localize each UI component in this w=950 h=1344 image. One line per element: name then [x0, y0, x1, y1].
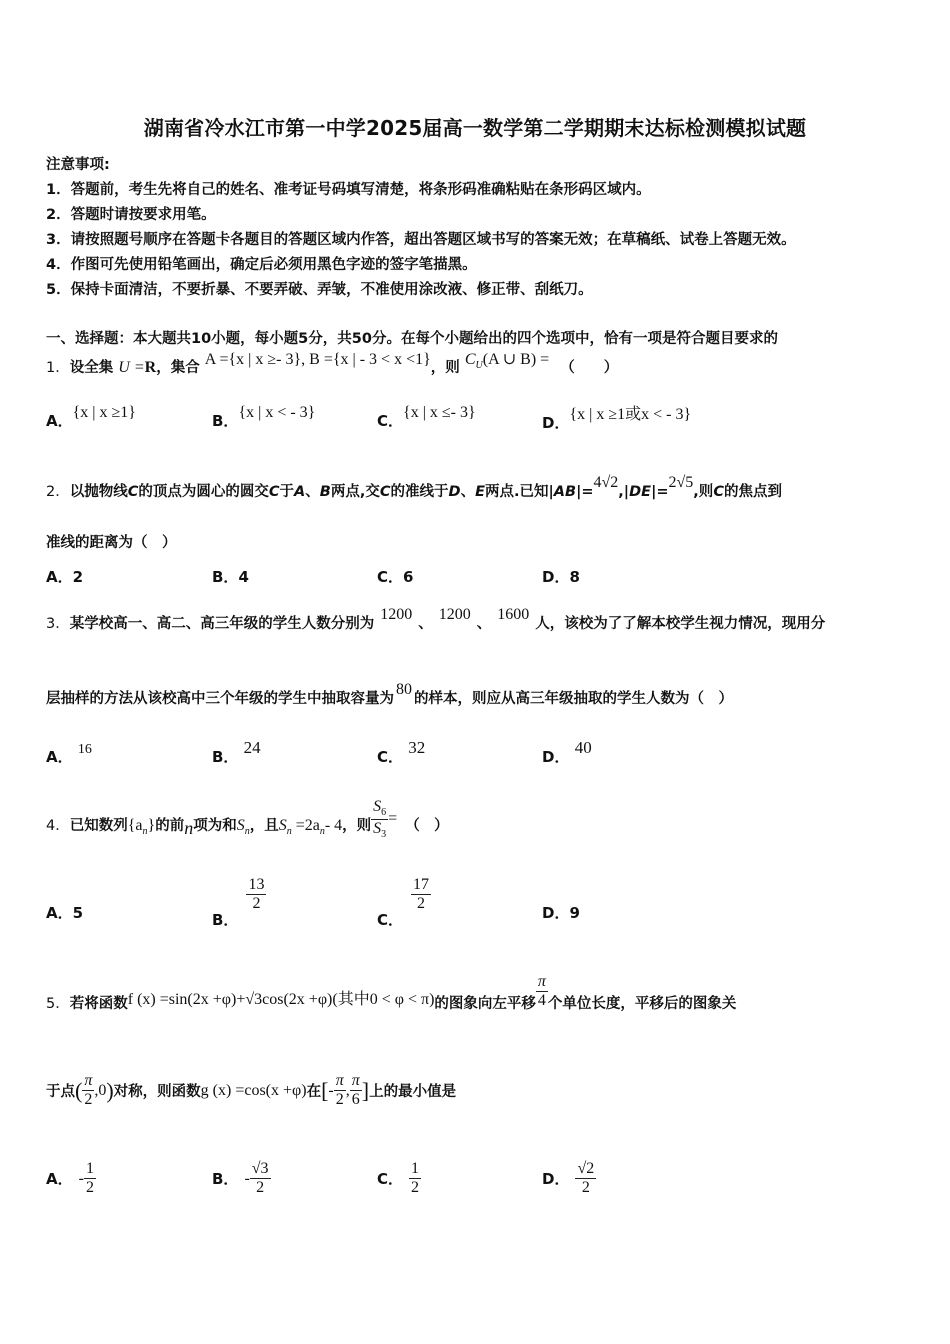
question-5-line2: [46, 1072, 456, 1110]
math: n: [244, 826, 250, 838]
math: C: [713, 484, 724, 500]
q-text: 两点,交: [330, 484, 380, 500]
math: C: [379, 484, 391, 500]
q-text: 的前: [155, 818, 185, 835]
math: f (x) =sin(2x +φ)+√3cos(2x +φ)(其中0 < φ < π): [127, 990, 435, 1008]
option-label: C．: [377, 911, 404, 930]
option-value: 8: [569, 568, 580, 586]
option-value: 4: [238, 568, 249, 586]
q-text: |=: [576, 484, 594, 500]
math: AB: [553, 484, 577, 500]
q-text: 项为和: [193, 818, 237, 835]
option-c: [377, 876, 431, 930]
math: C: [268, 484, 280, 500]
question-number: 3．: [46, 616, 70, 632]
option-label: C．: [377, 748, 404, 766]
q-text: 的图象向左平移: [434, 995, 536, 1012]
option-sign: -: [78, 1169, 84, 1187]
q-text: 对称，则函数: [113, 1084, 201, 1101]
math: n: [286, 826, 292, 838]
math: C: [127, 484, 139, 500]
q-text: 于点: [46, 1084, 75, 1101]
bracket-open: [: [321, 1077, 329, 1103]
fraction-numerator: 17: [413, 876, 430, 893]
option-label: D．: [542, 1170, 570, 1189]
q-text: 、: [305, 484, 320, 500]
fraction: [84, 1160, 96, 1198]
fraction-numerator: π: [537, 973, 546, 990]
bracket-close: ]: [361, 1077, 370, 1103]
math: - 4: [324, 817, 343, 835]
math: U: [475, 359, 483, 371]
math: U =: [118, 359, 145, 376]
option-a: [46, 902, 83, 923]
notice-item: 1．答题前，考生先将自己的姓名、准考证号码填写清楚，将条形码准确粘贴在条形码区域内。: [46, 182, 651, 198]
fraction-numerator: π: [84, 1072, 93, 1089]
fraction-numerator: √2: [577, 1160, 595, 1177]
q-text: 于: [279, 484, 295, 500]
option-label: B．: [212, 748, 239, 766]
page-title: 湖南省冷水江市第一中学2025届高一数学第二学期期末达标检测模拟试题: [143, 116, 807, 140]
math: (A ∪ B) =: [482, 351, 550, 368]
option-c: [377, 1160, 421, 1198]
question-number: 1．: [46, 360, 70, 376]
fraction: [411, 876, 431, 914]
fraction-numerator: 1: [85, 1160, 94, 1177]
option-b: [212, 1160, 271, 1198]
math: 80: [396, 681, 412, 698]
q-text: 、: [418, 616, 433, 632]
option-label: A．: [46, 412, 73, 430]
fraction-denominator: 6: [350, 1090, 362, 1109]
q-text: 、: [460, 484, 476, 500]
option-b: [212, 566, 249, 587]
question-number: 2．: [46, 484, 70, 500]
option-label: C．: [377, 412, 404, 430]
q-text: 以抛物线: [69, 484, 128, 500]
fraction-numerator: 13: [248, 876, 265, 893]
question-2: [46, 474, 782, 501]
q-text: ，则: [342, 818, 372, 835]
option-label: A．: [46, 568, 73, 586]
math: C: [464, 351, 476, 368]
q-text: 的焦点到: [723, 484, 782, 500]
option-a: [46, 1160, 96, 1198]
fraction: [334, 1072, 346, 1110]
q-text: ，集合: [156, 360, 200, 376]
option-label: D．: [542, 414, 570, 432]
fraction-denominator: 2: [82, 1090, 94, 1109]
option-a: [46, 742, 92, 767]
fraction: [371, 798, 388, 840]
notice-item: 4．作图可先使用铅笔画出，确定后必须用黑色字迹的签字笔描黑。: [46, 257, 477, 273]
option-value: 5: [72, 904, 84, 922]
option-value: 9: [569, 904, 580, 922]
question-5: [46, 973, 737, 1023]
math: A ={x | x ≥- 3}, B ={x | - 3 < x <1}: [204, 351, 431, 368]
math: -: [328, 1081, 334, 1099]
question-1: [46, 351, 619, 379]
math: E: [475, 484, 485, 500]
option-b: [212, 404, 316, 431]
section-heading: 一、选择题：本大题共10小题，每小题5分，共50分。在每个小题给出的四个选项中，恰有一项是符合题目要求的: [46, 331, 778, 347]
fraction: [575, 1160, 596, 1198]
fraction-denominator: 2: [246, 894, 266, 913]
option-label: A．: [46, 904, 73, 922]
math: 1600: [497, 606, 530, 623]
option-value: 24: [243, 738, 261, 757]
question-number: 5．: [46, 995, 70, 1012]
fraction: [82, 1072, 94, 1110]
math: D: [448, 484, 461, 500]
q-text: 、: [476, 616, 492, 632]
option-label: B．: [212, 568, 239, 586]
option-label: B．: [212, 1170, 239, 1189]
fraction-numerator: √3: [251, 1160, 269, 1177]
q-text: 的样本，则应从高三年级抽取的学生人数为（ ）: [414, 691, 733, 707]
fraction-denominator: 2: [411, 894, 431, 913]
option-d: [542, 738, 592, 767]
option-b: [212, 876, 266, 930]
option-value: 32: [408, 738, 426, 757]
fraction-numerator: π: [351, 1072, 360, 1089]
q-text: ,|: [618, 484, 630, 500]
fraction-denominator: 2: [575, 1178, 596, 1197]
math: B: [319, 484, 331, 500]
math: S: [373, 798, 382, 815]
math: ,: [345, 1081, 350, 1099]
math: g (x) =cos(x +φ): [200, 1081, 307, 1099]
option-label: D．: [542, 904, 570, 922]
math: =2a: [295, 817, 320, 835]
question-number: 4．: [46, 818, 70, 835]
q-text: 在: [306, 1084, 322, 1101]
math: n: [184, 818, 194, 839]
paren-close: ): [106, 1077, 114, 1103]
math: ,0: [94, 1081, 107, 1099]
option-value: 40: [574, 738, 592, 757]
q-text: 若将函数: [69, 995, 128, 1012]
option-c: [377, 738, 426, 767]
option-b: [212, 738, 261, 767]
q-text: 的顶点为圆心的圆交: [138, 484, 269, 500]
option-a: [46, 404, 136, 431]
math: 4√2: [593, 474, 619, 491]
q-text: ,则: [693, 484, 714, 500]
option-c: [377, 566, 413, 587]
option-label: D．: [542, 748, 570, 766]
math: n: [142, 826, 148, 838]
option-label: A．: [46, 1170, 73, 1189]
option-d: [542, 566, 580, 587]
option-label: A．: [46, 748, 73, 766]
math: A: [294, 484, 306, 500]
q-text: 设全集: [69, 360, 114, 376]
option-d: [542, 1160, 596, 1198]
question-3-line2: [46, 681, 733, 708]
option-label: D．: [542, 568, 570, 586]
option-value: {x | x ≤- 3}: [403, 404, 476, 421]
option-value: {x | x < - 3}: [238, 404, 316, 421]
q-text: ，且: [249, 818, 279, 835]
q-text: ，则: [430, 360, 460, 376]
notice-item: 5．保持卡面清洁，不要折暴、不要弄破、弄皱，不准使用涂改液、修正带、刮纸刀。: [46, 282, 593, 298]
q-text: 已知数列: [69, 818, 128, 835]
fraction-denominator: 2: [85, 1179, 94, 1197]
q-text: 两点.已知|: [484, 484, 554, 500]
fraction: [246, 876, 266, 914]
q-text: 层抽样的方法从该校高中三个年级的学生中抽取容量为: [46, 691, 394, 707]
math: 1200: [380, 606, 413, 623]
math: S: [236, 817, 245, 835]
math: S: [278, 817, 287, 835]
math: n: [319, 826, 325, 838]
math: 2√5: [668, 474, 694, 491]
option-label: C．: [377, 1170, 404, 1189]
math: 6: [381, 807, 387, 819]
option-label: B．: [212, 911, 239, 930]
option-value: 16: [77, 742, 92, 757]
q-text: |=: [651, 484, 669, 500]
notice-item: 2．答题时请按要求用笔。: [46, 207, 216, 223]
fraction: [350, 1072, 362, 1110]
q-text: （ ）: [405, 818, 449, 835]
fraction-denominator: 2: [250, 1178, 271, 1197]
option-sign: -: [244, 1169, 250, 1187]
math: {a: [127, 817, 143, 835]
math: DE: [629, 484, 652, 500]
fraction: [250, 1160, 271, 1198]
q-text: （ ）: [560, 360, 619, 376]
question-4: [46, 798, 449, 847]
question-3: [46, 606, 826, 633]
notice-item: 3．请按照题号顺序在答题卡各题目的答题区域内作答，超出答题区域书写的答案无效；在草稿纸、试卷上答题无效。: [46, 232, 796, 248]
option-d: [542, 406, 692, 433]
option-value: 2: [72, 568, 84, 586]
fraction-numerator: π: [335, 1072, 344, 1089]
math: 1200: [438, 606, 471, 623]
q-text: 人，该校为了了解本校学生视力情况，现用分: [535, 616, 826, 632]
math: 3: [381, 828, 387, 840]
option-label: C．: [377, 568, 404, 586]
math: }: [147, 817, 156, 835]
notice-heading: 注意事项:: [46, 157, 110, 173]
option-d: [542, 902, 580, 923]
fraction-denominator: 2: [411, 1179, 420, 1197]
q-text: 个单位长度，平移后的图象关: [547, 995, 737, 1012]
option-value: {x | x ≥1}: [72, 404, 136, 421]
fraction-denominator: 2: [334, 1090, 346, 1109]
question-2-line2: 准线的距离为（ ）: [46, 535, 177, 551]
math: S: [373, 819, 382, 837]
math: R: [144, 359, 157, 376]
option-value: {x | x ≥1或x < - 3}: [569, 406, 692, 423]
math: =: [388, 810, 398, 828]
option-label: B．: [212, 412, 239, 430]
fraction: [536, 973, 548, 1011]
option-c: [377, 404, 476, 431]
fraction-denominator: 4: [536, 991, 548, 1010]
option-value: 6: [403, 568, 414, 586]
q-text: 的准线于: [390, 484, 449, 500]
q-text: 某学校高一、高二、高三年级的学生人数分别为: [69, 616, 375, 632]
fraction-numerator: 1: [411, 1160, 420, 1177]
q-text: 上的最小值是: [369, 1084, 457, 1101]
paren-open: (: [75, 1077, 83, 1103]
option-a: [46, 566, 83, 587]
fraction: [409, 1160, 421, 1198]
